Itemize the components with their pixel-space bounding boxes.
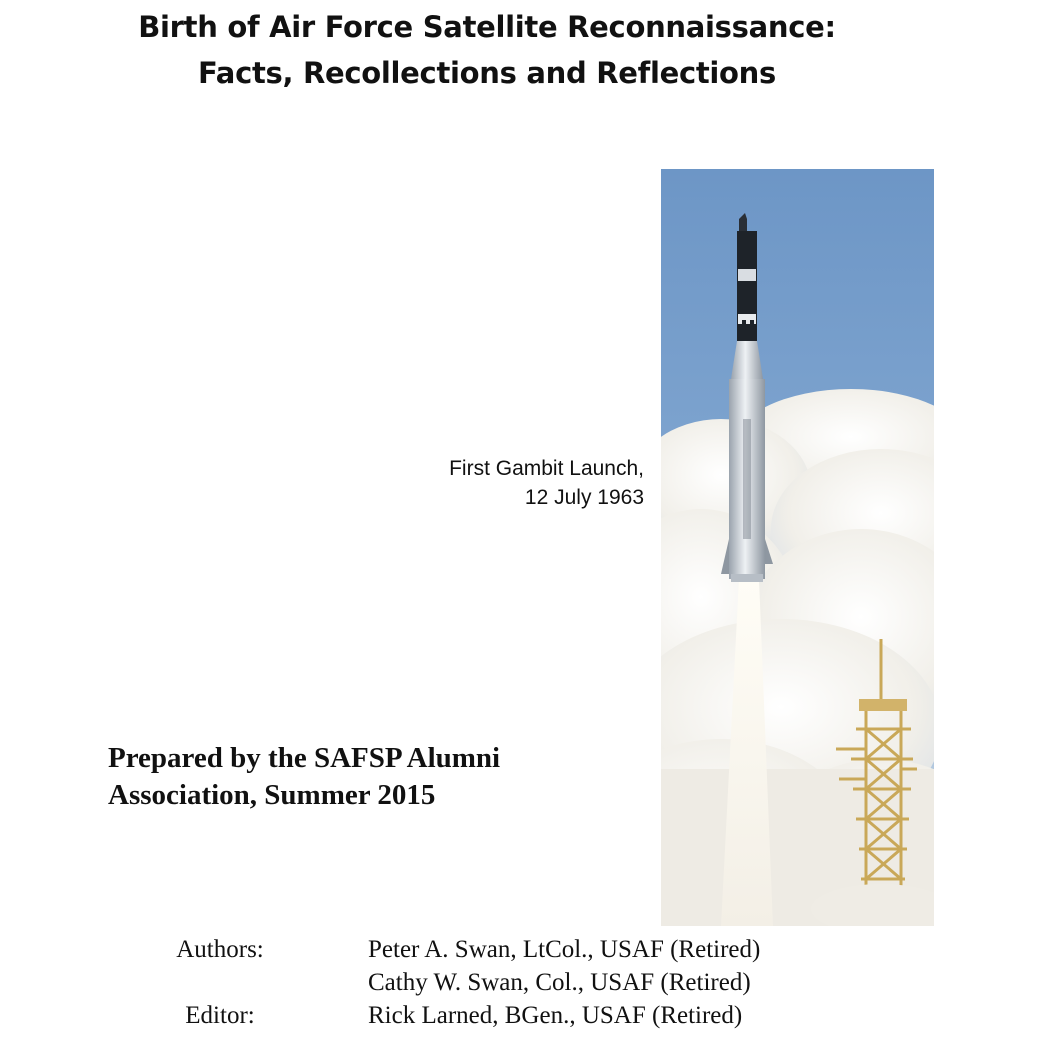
credit-row [0, 966, 1041, 999]
credit-name: Peter A. Swan, LtCol., USAF (Retired) [368, 936, 761, 963]
credit-role-authors: Authors: [176, 936, 264, 963]
prepared-by-statement [108, 740, 500, 814]
document-title [0, 4, 974, 96]
title-line-1: Birth of Air Force Satellite Reconnaissance: [138, 10, 836, 44]
smoke-cloud [661, 389, 934, 926]
caption-line-1: First Gambit Launch, [449, 457, 644, 480]
credit-role-editor: Editor: [185, 1002, 255, 1029]
credit-name: Rick Larned, BGen., USAF (Retired) [368, 1002, 743, 1029]
credit-name: Cathy W. Swan, Col., USAF (Retired) [368, 969, 751, 996]
rocket-launch-illustration [661, 169, 934, 926]
photo-caption [449, 454, 644, 512]
caption-line-2: 12 July 1963 [524, 486, 644, 509]
rocket-launch-photo [661, 169, 934, 926]
credit-row [0, 999, 1041, 1032]
prepared-line-1: Prepared by the SAFSP Alumni [108, 742, 501, 774]
title-line-2: Facts, Recollections and Reflections [197, 56, 776, 90]
credit-row [0, 933, 1041, 966]
tower-platform [859, 699, 907, 711]
credits-block [0, 933, 1041, 1032]
prepared-line-2: Association, Summer 2015 [108, 779, 436, 811]
